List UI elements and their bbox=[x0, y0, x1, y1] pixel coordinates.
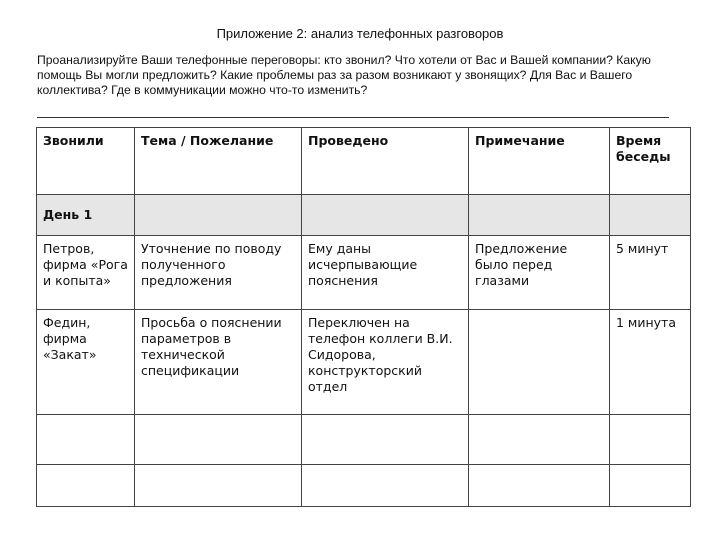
empty-cell bbox=[610, 465, 691, 507]
table-cell bbox=[610, 195, 691, 236]
empty-cell bbox=[469, 415, 610, 465]
empty-cell bbox=[37, 415, 135, 465]
empty-row bbox=[37, 415, 691, 465]
empty-cell bbox=[135, 465, 302, 507]
empty-cell bbox=[302, 465, 469, 507]
cell-note bbox=[469, 310, 610, 415]
table-cell bbox=[469, 195, 610, 236]
table-header-row bbox=[37, 128, 691, 195]
call-log-table bbox=[36, 127, 691, 507]
empty-cell bbox=[135, 415, 302, 465]
header-duration: Время беседы bbox=[610, 128, 691, 195]
cell-note: Предложение было перед глазами bbox=[469, 236, 610, 310]
table-cell bbox=[302, 195, 469, 236]
empty-row bbox=[37, 465, 691, 507]
day-label: День 1 bbox=[37, 195, 135, 236]
header-caller: Звонили bbox=[37, 128, 135, 195]
header-topic: Тема / Пожелание bbox=[135, 128, 302, 195]
instructions-text: Проанализируйте Ваши телефонные переговоры: кто звонил? Что хотели от Вас и Вашей компании? Какую помощь Вы могли предложить? Какие проблемы раз за разом возникают у звонящих? Для Вас и Вашего коллектива? Где в коммуникации можно что-то изменить? bbox=[37, 53, 651, 97]
empty-cell bbox=[37, 465, 135, 507]
day-row bbox=[37, 195, 691, 236]
table-row bbox=[37, 310, 691, 415]
cell-caller: Федин, фирма «Закат» bbox=[37, 310, 135, 415]
cell-done: Ему даны исчерпывающие пояснения bbox=[302, 236, 469, 310]
cell-topic: Уточнение по поводу полученного предложения bbox=[135, 236, 302, 310]
empty-cell bbox=[610, 415, 691, 465]
empty-cell bbox=[302, 415, 469, 465]
cell-topic: Просьба о пояснении параметров в технической спецификации bbox=[135, 310, 302, 415]
cell-caller: Петров, фирма «Рога и копыта» bbox=[37, 236, 135, 310]
empty-cell bbox=[469, 465, 610, 507]
cell-duration: 1 минута bbox=[610, 310, 691, 415]
cell-done: Переключен на телефон коллеги В.И. Сидорова, конструкторский отдел bbox=[302, 310, 469, 415]
table-row bbox=[37, 236, 691, 310]
header-done: Проведено bbox=[302, 128, 469, 195]
table-cell bbox=[135, 195, 302, 236]
header-note: Примечание bbox=[469, 128, 610, 195]
document-title: Приложение 2: анализ телефонных разговоров bbox=[216, 26, 504, 41]
divider-line bbox=[37, 117, 669, 118]
cell-duration: 5 минут bbox=[610, 236, 691, 310]
